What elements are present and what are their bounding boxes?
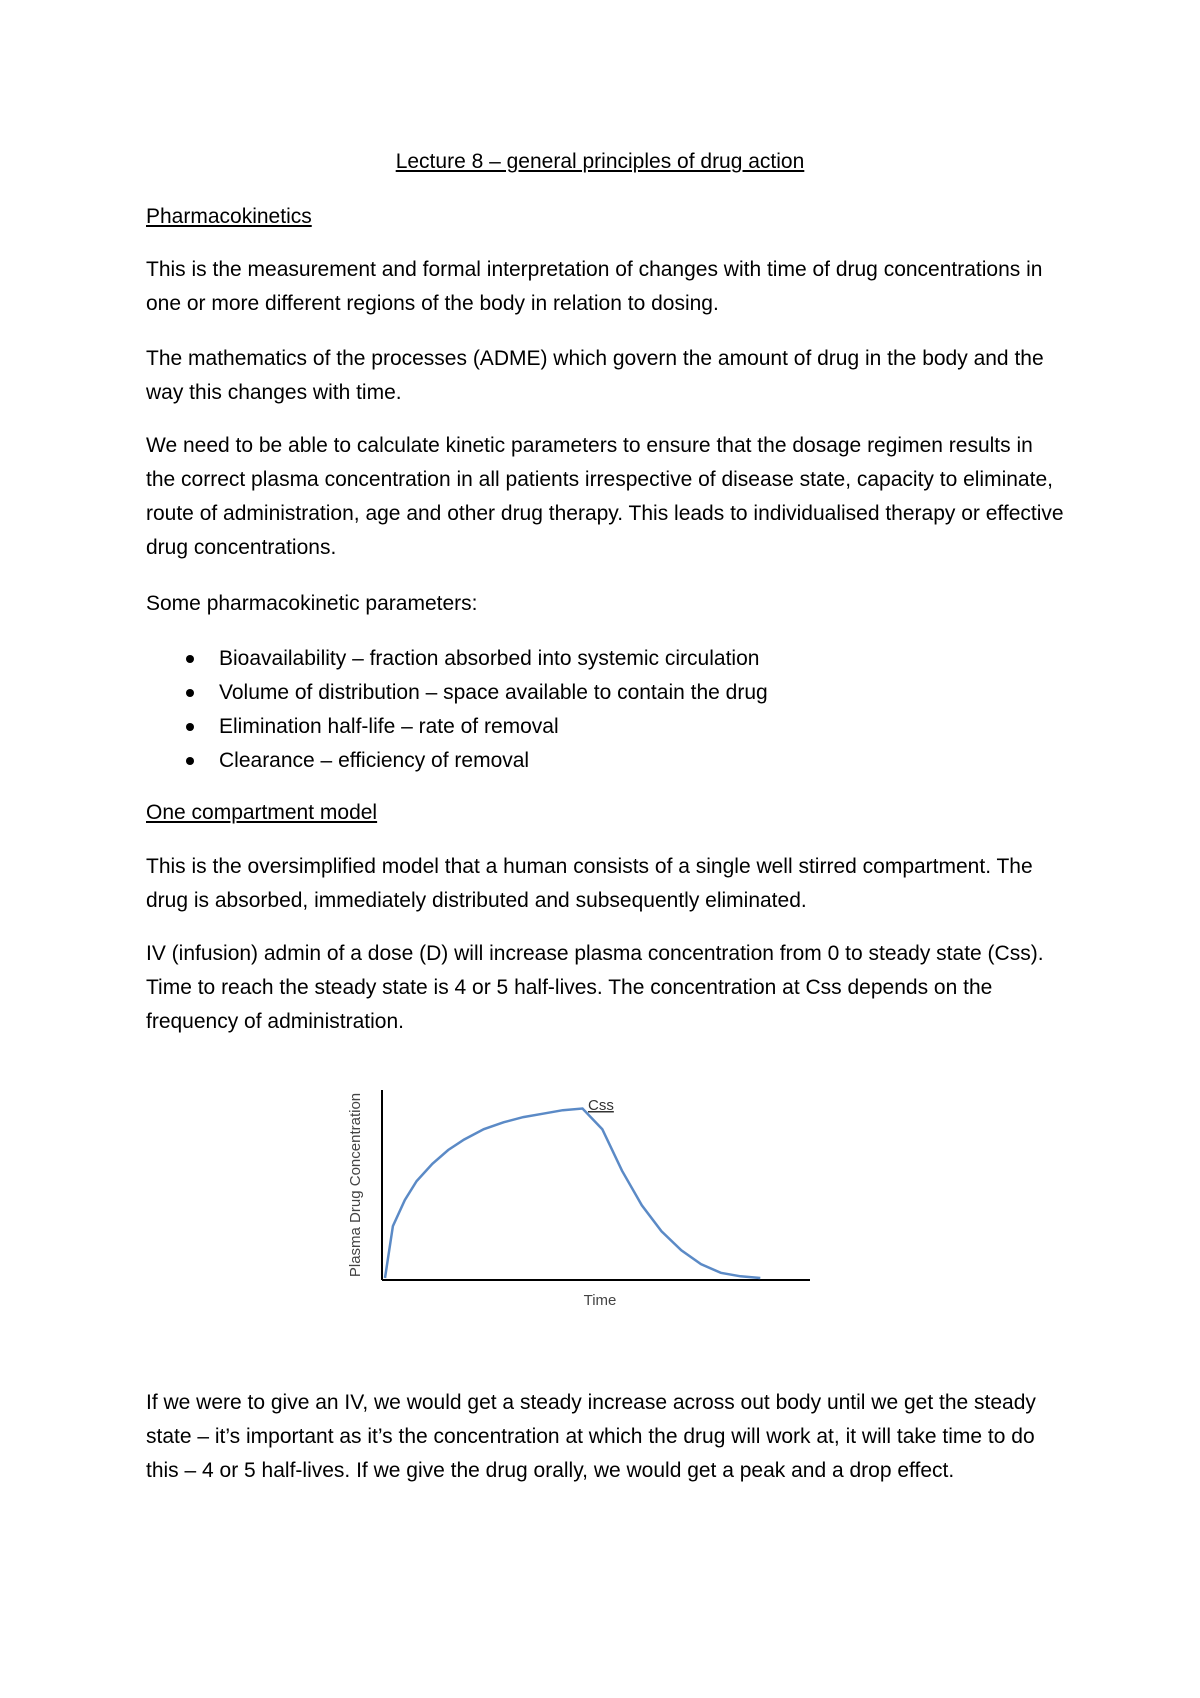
pharmacokinetics-definition <box>146 253 1066 321</box>
paragraph: IV (infusion) admin of a dose (D) will increase plasma concentration from 0 to steady state (Css). Time to reach the steady state is 4 or 5 half-lives. The concentration at Css depends on the frequency of administration. <box>146 942 1044 1033</box>
paragraph: If we were to give an IV, we would get a steady increase across out body until we get the steady state – it’s important as it’s the concentration at which the drug will work at, it will take time to do this – 4 or 5 half-lives. If we give the drug orally, we would get a peak and a drop effect. <box>146 1391 1036 1482</box>
list-item-text: Clearance – efficiency of removal <box>219 749 530 772</box>
parameters-list <box>146 642 768 778</box>
iv-infusion-paragraph <box>146 937 1066 1039</box>
adme-paragraph <box>146 342 1066 410</box>
list-item-text: Elimination half-life – rate of removal <box>219 715 559 738</box>
paragraph: This is the oversimplified model that a human consists of a single well stirred compartment. The drug is absorbed, immediately distributed and subsequently eliminated. <box>146 855 1033 912</box>
css-chart <box>340 1080 820 1310</box>
bullet-icon <box>186 655 194 663</box>
bullet-icon <box>186 689 194 697</box>
y-axis-label: Plasma Drug Concentration <box>347 1092 364 1278</box>
parameters-intro <box>146 587 1066 621</box>
paragraph: This is the measurement and formal interpretation of changes with time of drug concentrations in one or more different regions of the body in relation to dosing. <box>146 258 1043 315</box>
document-title: Lecture 8 – general principles of drug action <box>395 150 805 173</box>
list-item <box>146 642 768 676</box>
list-item <box>146 676 768 710</box>
paragraph: Some pharmacokinetic parameters: <box>146 592 478 615</box>
list-item <box>146 710 768 744</box>
one-compartment-heading: One compartment model <box>146 801 378 824</box>
pharmacokinetics-heading: Pharmacokinetics <box>146 205 312 228</box>
kinetic-parameters-paragraph <box>146 429 1066 565</box>
css-annotation: Css <box>588 1097 614 1114</box>
paragraph: We need to be able to calculate kinetic parameters to ensure that the dosage regimen results in the correct plasma concentration in all patients irrespective of disease state, capacity to eliminate, route of administration, age and other drug therapy. This leads to individualised therapy or effective drug concentrations. <box>146 434 1064 559</box>
list-item-text: Bioavailability – fraction absorbed into systemic circulation <box>219 647 760 670</box>
bullet-icon <box>186 723 194 731</box>
concentration-curve <box>385 1109 760 1279</box>
iv-explanation-paragraph <box>146 1386 1066 1488</box>
pharmacokinetics-section <box>146 200 1066 234</box>
one-compartment-definition <box>146 850 1066 918</box>
paragraph: The mathematics of the processes (ADME) which govern the amount of drug in the body and the way this changes with time. <box>146 347 1044 404</box>
bullet-icon <box>186 757 194 765</box>
x-axis-label: Time <box>583 1292 617 1309</box>
one-compartment-section <box>146 796 1066 830</box>
list-item <box>146 744 768 778</box>
list-item-text: Volume of distribution – space available to contain the drug <box>219 681 768 704</box>
